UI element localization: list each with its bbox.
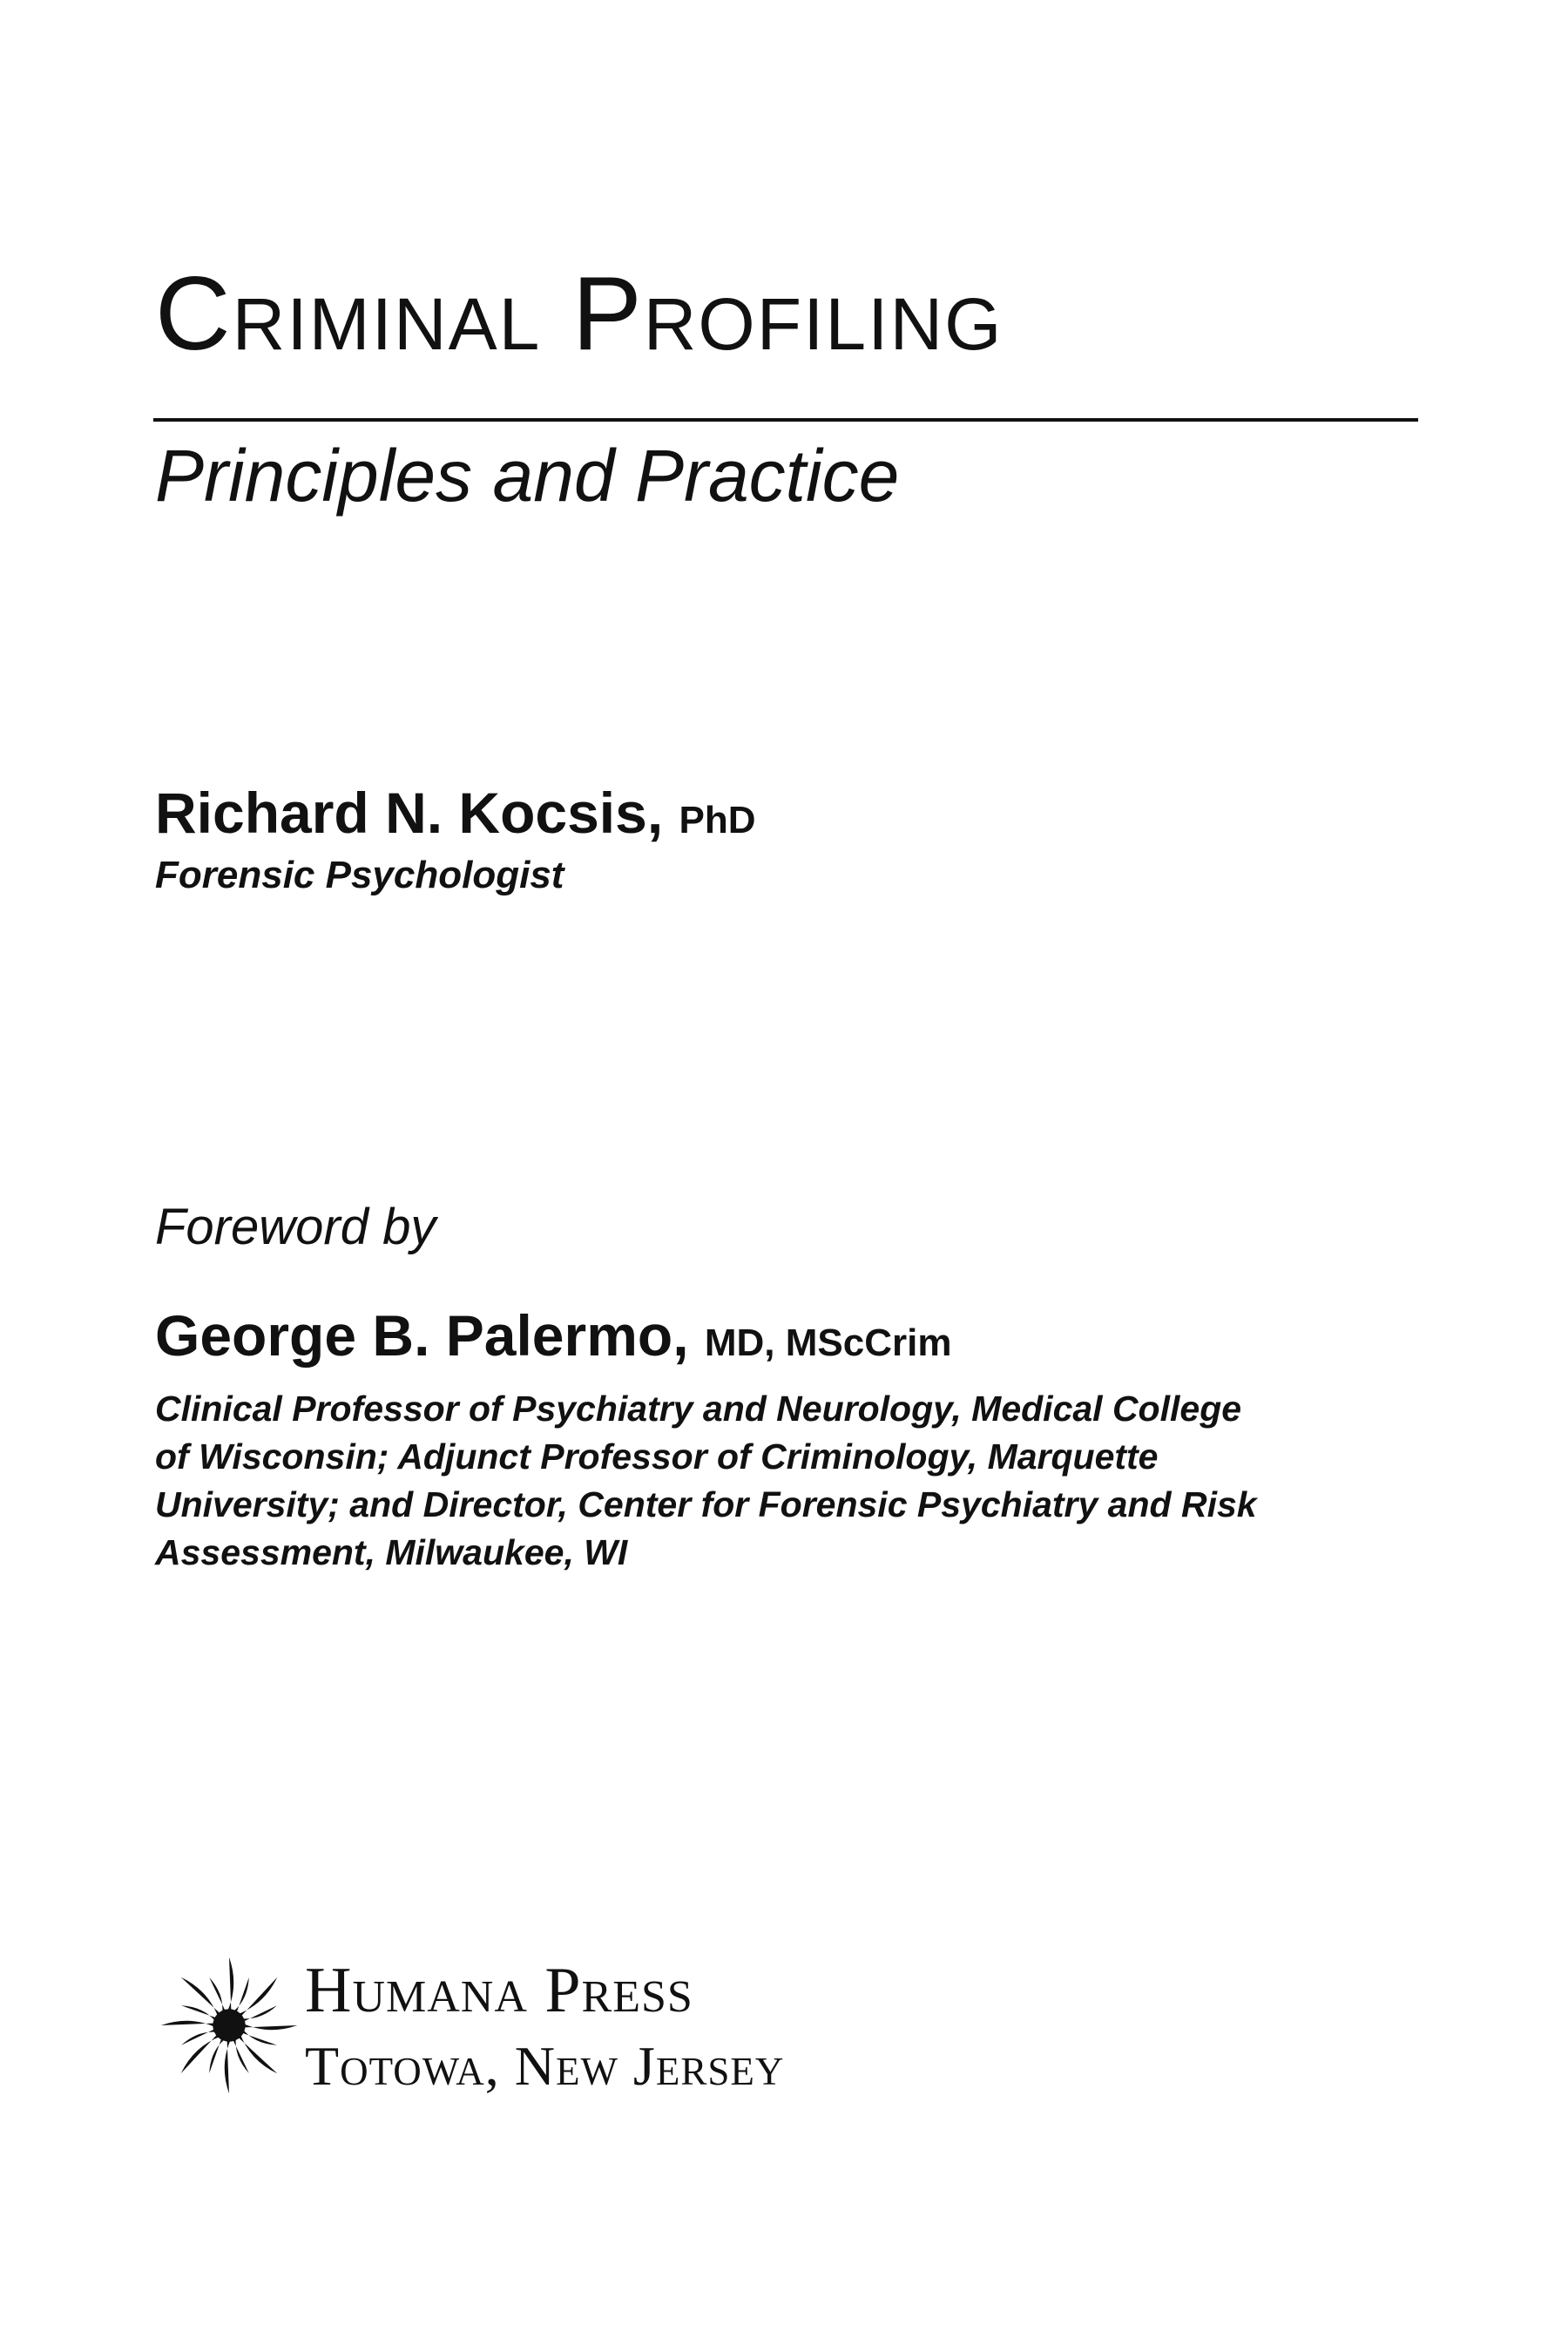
sunburst-ray (209, 1977, 226, 2014)
sunburst-ray (233, 2037, 249, 2073)
sunburst-ray (225, 2038, 232, 2093)
sunburst-ray (181, 2029, 218, 2045)
publisher-city: Totowa, New Jersey (305, 2035, 785, 2097)
author-role: Forensic Psychologist (155, 854, 564, 896)
book-subtitle: Principles and Practice (155, 435, 900, 517)
sunburst-ray (209, 2037, 226, 2073)
sunburst-ray (181, 2005, 218, 2022)
foreword-author-affiliation (155, 1385, 1392, 1577)
foreword-author-name (155, 1302, 951, 1369)
sunburst-ray (233, 1977, 249, 2014)
foreword-author-name-text: George B. Palermo, (155, 1303, 689, 1368)
sunburst-ray (161, 2021, 216, 2028)
publisher-name: Humana Press (305, 1955, 693, 2026)
sunburst-ray (240, 2029, 277, 2045)
foreword-author-degrees: MD, MScCrim (704, 1321, 952, 1364)
title-rule (153, 418, 1418, 422)
book-title: Criminal Profiling (155, 255, 1004, 372)
author-name (155, 780, 756, 846)
author-name-text: Richard N. Kocsis, (155, 781, 664, 845)
sunburst-ray (240, 2005, 277, 2022)
affiliation-line: Clinical Professor of Psychiatry and Neurology, Medical College (155, 1389, 1242, 1429)
author-degree: PhD (679, 799, 756, 841)
affiliation-line: University; and Director, Center for Forensic Psychiatry and Risk (155, 1484, 1257, 1524)
affiliation-line: of Wisconsin; Adjunct Professor of Criminology, Marquette (155, 1436, 1159, 1477)
sunburst-ray (227, 1957, 234, 2012)
sunburst-ray (242, 2024, 297, 2031)
foreword-label: Foreword by (155, 1199, 436, 1255)
affiliation-line: Assessment, Milwaukee, WI (155, 1532, 628, 1572)
sunburst-icon (155, 1951, 303, 2099)
